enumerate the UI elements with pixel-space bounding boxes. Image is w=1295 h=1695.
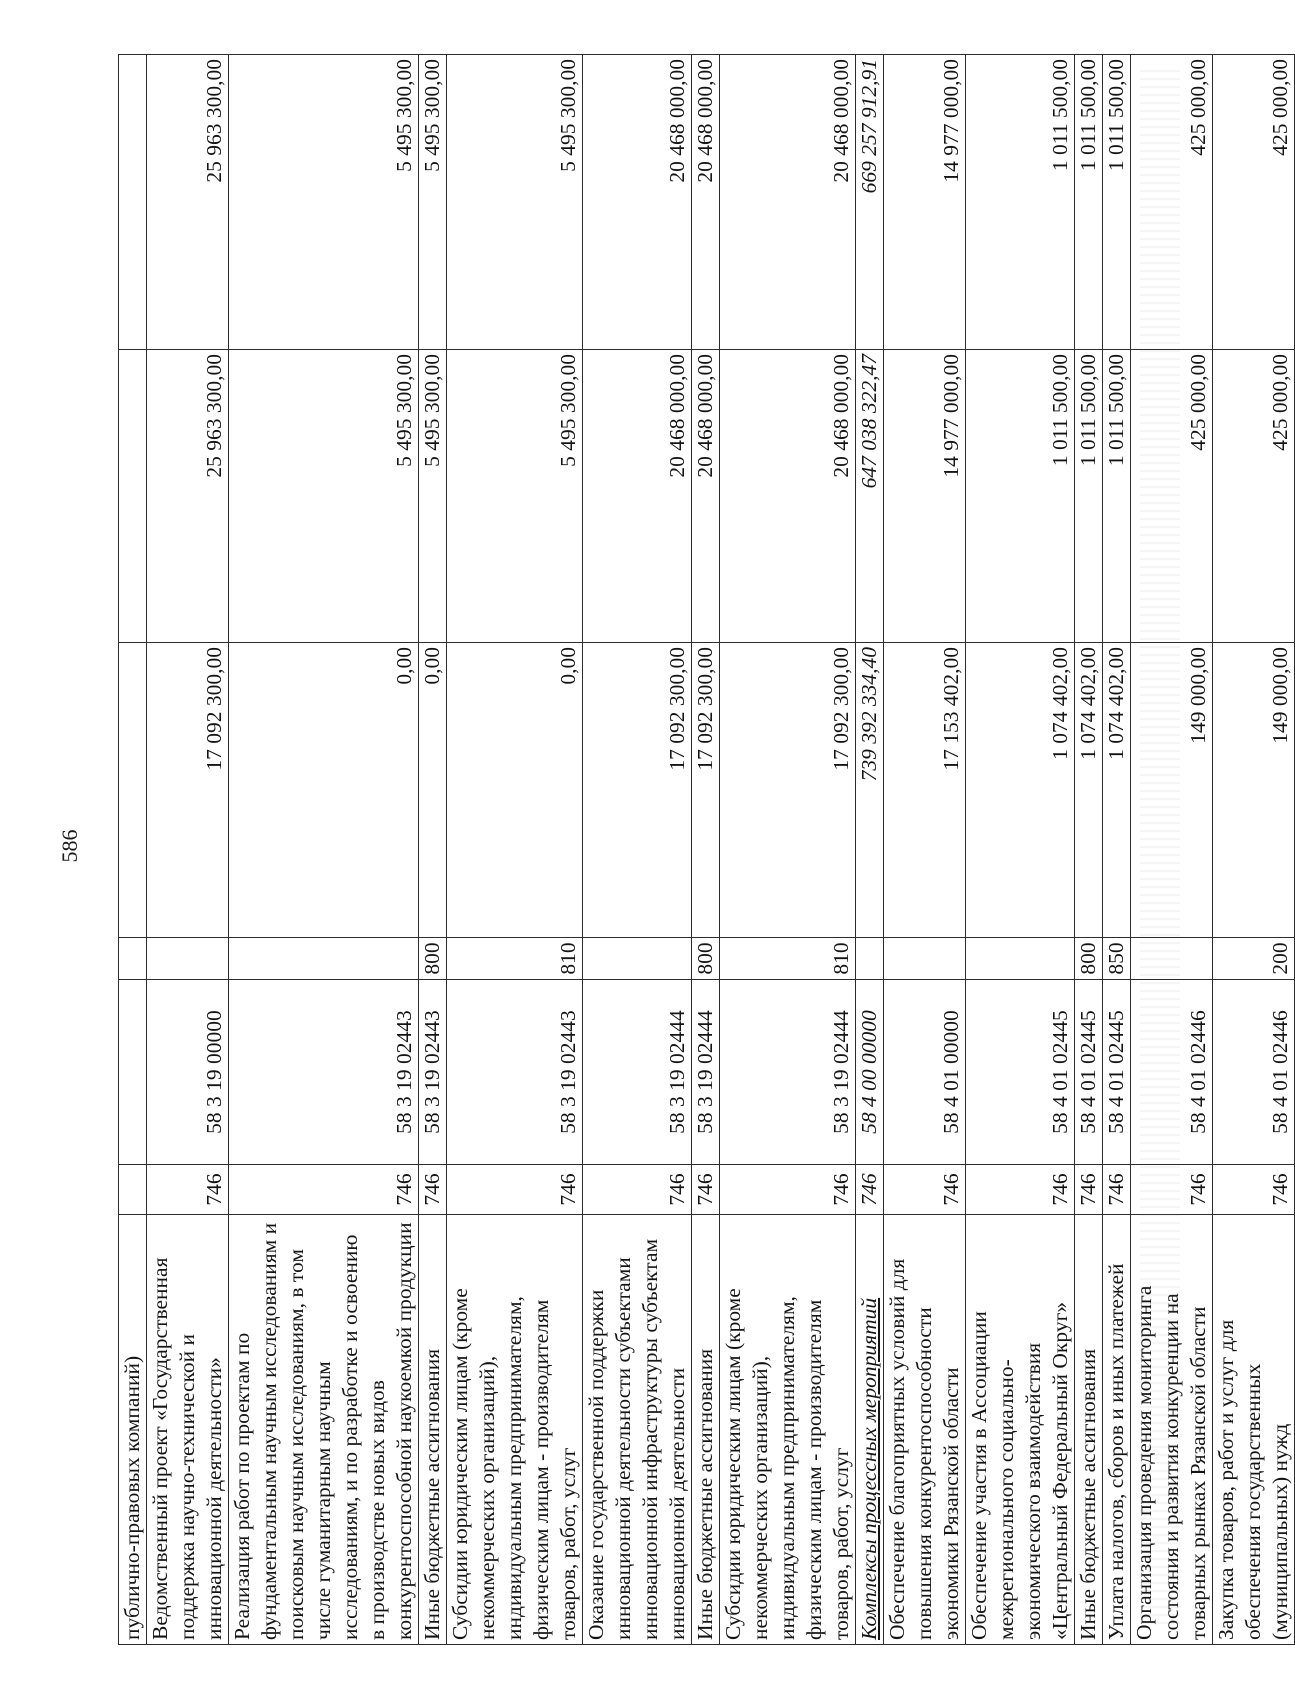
- cell-amount-1: 17 092 300,00: [720, 643, 856, 938]
- cell-ved: 746: [1131, 1165, 1213, 1215]
- table-row: [419, 55, 447, 1645]
- cell-ved: 746: [419, 1165, 447, 1215]
- row-label: Иные бюджетные ассигнования: [1076, 1348, 1100, 1640]
- cell-ved: 746: [720, 1165, 856, 1215]
- cell-amount-3: 25 963 300,00: [147, 55, 229, 350]
- cell-amount-1: 0,00: [419, 643, 447, 938]
- cell-vr: 800: [419, 938, 447, 980]
- cell-amount-2: 425 000,00: [1213, 350, 1295, 643]
- cell-amount-1: [119, 643, 147, 938]
- cell-name: [229, 1215, 419, 1645]
- table-row: [1213, 55, 1295, 1645]
- table-row: [1103, 55, 1131, 1645]
- cell-amount-2: 647 038 322,47: [856, 350, 884, 643]
- cell-ved: 746: [447, 1165, 583, 1215]
- table-row: [966, 55, 1075, 1645]
- cell-name: [1103, 1215, 1131, 1645]
- cell-vr: 200: [1213, 938, 1295, 980]
- cell-name: [884, 1215, 966, 1645]
- row-label: Комплексы процессных мероприятий: [857, 1297, 881, 1640]
- cell-ved: 746: [229, 1165, 419, 1215]
- budget-table: [118, 54, 1295, 1645]
- cell-amount-3: [119, 55, 147, 350]
- cell-amount-1: 1 074 402,00: [966, 643, 1075, 938]
- cell-csr: 58 3 19 02444: [692, 980, 720, 1165]
- cell-amount-2: 20 468 000,00: [692, 350, 720, 643]
- cell-amount-3: 20 468 000,00: [583, 55, 692, 350]
- cell-amount-2: 1 011 500,00: [966, 350, 1075, 643]
- cell-amount-1: 17 153 402,00: [884, 643, 966, 938]
- row-label: Обеспечение участия в Ассоциации межрегионального социально-экономического взаимодействия «Центральный Федеральный Округ»: [967, 1301, 1072, 1640]
- cell-amount-3: 669 257 912,91: [856, 55, 884, 350]
- cell-amount-2: 1 011 500,00: [1075, 350, 1103, 643]
- cell-csr: 58 3 19 02444: [583, 980, 692, 1165]
- table-row: [856, 55, 884, 1645]
- cell-amount-1: 1 074 402,00: [1075, 643, 1103, 938]
- cell-amount-1: 739 392 334,40: [856, 643, 884, 938]
- cell-name: [447, 1215, 583, 1645]
- table-row: [692, 55, 720, 1645]
- table-row: [147, 55, 229, 1645]
- row-label: Оказание государственной поддержки инновационной деятельности субъектами инновационной инфраструктуры субъектам инновационной деятельности: [584, 1238, 689, 1640]
- cell-amount-3: 5 495 300,00: [447, 55, 583, 350]
- cell-name: [583, 1215, 692, 1645]
- cell-amount-3: 1 011 500,00: [1075, 55, 1103, 350]
- cell-vr: [583, 938, 692, 980]
- cell-amount-3: 1 011 500,00: [966, 55, 1075, 350]
- cell-name: [1075, 1215, 1103, 1645]
- table-row: [119, 55, 147, 1645]
- cell-amount-3: 425 000,00: [1213, 55, 1295, 350]
- cell-csr: 58 3 19 02443: [447, 980, 583, 1165]
- cell-amount-1: 149 000,00: [1213, 643, 1295, 938]
- cell-csr: 58 4 01 02445: [1103, 980, 1131, 1165]
- cell-csr: 58 4 00 00000: [856, 980, 884, 1165]
- page-number: 586: [57, 829, 82, 863]
- table-row: [229, 55, 419, 1645]
- row-label: Ведомственный проект «Государственная поддержка научно-технической и инновационной деятельности»: [148, 1257, 226, 1640]
- row-label: Иные бюджетные ассигнования: [693, 1348, 717, 1640]
- cell-amount-3: 425 000,00: [1131, 55, 1213, 350]
- cell-ved: 746: [884, 1165, 966, 1215]
- row-label: Субсидии юридическим лицам (кроме некоммерческих организаций), индивидуальным предпринимателям, физическим лицам - производителям товаров, работ, услуг: [721, 1288, 853, 1640]
- cell-amount-1: 0,00: [229, 643, 419, 938]
- cell-amount-1: 17 092 300,00: [583, 643, 692, 938]
- cell-vr: [147, 938, 229, 980]
- cell-name: [419, 1215, 447, 1645]
- cell-csr: 58 4 01 02445: [1075, 980, 1103, 1165]
- cell-amount-2: 425 000,00: [1131, 350, 1213, 643]
- cell-name: [856, 1215, 884, 1645]
- cell-csr: 58 3 19 02443: [229, 980, 419, 1165]
- cell-amount-1: 17 092 300,00: [147, 643, 229, 938]
- cell-ved: 746: [1075, 1165, 1103, 1215]
- cell-amount-2: 25 963 300,00: [147, 350, 229, 643]
- cell-csr: 58 4 01 02445: [966, 980, 1075, 1165]
- cell-amount-2: 5 495 300,00: [447, 350, 583, 643]
- row-label: публично-правовых компаний): [120, 1355, 144, 1640]
- cell-amount-1: 149 000,00: [1131, 643, 1213, 938]
- cell-csr: 58 4 01 02446: [1131, 980, 1213, 1165]
- cell-name: [147, 1215, 229, 1645]
- cell-ved: 746: [856, 1165, 884, 1215]
- cell-vr: [884, 938, 966, 980]
- cell-name: [119, 1215, 147, 1645]
- row-label: Организация проведения мониторинга состояния и развития конкуренции на товарных рынках Рязанской области: [1132, 1285, 1210, 1640]
- table-row: [447, 55, 583, 1645]
- cell-vr: [856, 938, 884, 980]
- row-label: Обеспечение благоприятных условий для повышения конкурентоспособности экономики Рязанской области: [885, 1258, 963, 1640]
- cell-ved: [119, 1165, 147, 1215]
- row-label: Иные бюджетные ассигнования: [420, 1348, 444, 1640]
- cell-csr: 58 3 19 02443: [419, 980, 447, 1165]
- cell-vr: 850: [1103, 938, 1131, 980]
- cell-csr: 58 3 19 00000: [147, 980, 229, 1165]
- cell-amount-2: 14 977 000,00: [884, 350, 966, 643]
- cell-amount-2: 20 468 000,00: [720, 350, 856, 643]
- cell-vr: 810: [720, 938, 856, 980]
- table-body: [119, 55, 1295, 1645]
- cell-ved: 746: [966, 1165, 1075, 1215]
- cell-ved: 746: [1103, 1165, 1131, 1215]
- cell-amount-1: 1 074 402,00: [1103, 643, 1131, 938]
- row-label: Реализация работ по проектам по фундаментальным научным исследованиям и поисковым научным исследованиям, в том числе гуманитарным научным исследованиям, и по разработке и освоению в производстве новых видов конкурентоспособной наукоемкой продукции: [230, 1222, 416, 1640]
- cell-amount-3: 5 495 300,00: [229, 55, 419, 350]
- cell-vr: [119, 938, 147, 980]
- cell-ved: 746: [583, 1165, 692, 1215]
- cell-amount-3: 5 495 300,00: [419, 55, 447, 350]
- cell-csr: [119, 980, 147, 1165]
- table-row: [884, 55, 966, 1645]
- cell-name: [720, 1215, 856, 1645]
- cell-vr: 800: [692, 938, 720, 980]
- table-row: [1075, 55, 1103, 1645]
- cell-name: [692, 1215, 720, 1645]
- cell-name: [966, 1215, 1075, 1645]
- cell-amount-2: 5 495 300,00: [419, 350, 447, 643]
- cell-amount-1: 17 092 300,00: [692, 643, 720, 938]
- cell-ved: 746: [1213, 1165, 1295, 1215]
- cell-amount-3: 20 468 000,00: [692, 55, 720, 350]
- cell-vr: 800: [1075, 938, 1103, 980]
- cell-csr: 58 4 01 02446: [1213, 980, 1295, 1165]
- cell-amount-3: 14 977 000,00: [884, 55, 966, 350]
- cell-amount-2: 5 495 300,00: [229, 350, 419, 643]
- cell-vr: [229, 938, 419, 980]
- scan-edge-artifact: [1140, 70, 1180, 1630]
- cell-vr: 810: [447, 938, 583, 980]
- table-row: [583, 55, 692, 1645]
- cell-ved: 746: [692, 1165, 720, 1215]
- cell-csr: 58 3 19 02444: [720, 980, 856, 1165]
- cell-vr: [966, 938, 1075, 980]
- cell-amount-2: 20 468 000,00: [583, 350, 692, 643]
- cell-name: [1213, 1215, 1295, 1645]
- row-label: Закупка товаров, работ и услуг для обеспечения государственных (муниципальных) нужд: [1214, 1319, 1292, 1640]
- row-label: Уплата налогов, сборов и иных платежей: [1104, 1263, 1128, 1640]
- cell-csr: 58 4 01 00000: [884, 980, 966, 1165]
- cell-amount-2: [119, 350, 147, 643]
- rotated-table-container: [118, 55, 1292, 1645]
- cell-amount-1: 0,00: [447, 643, 583, 938]
- row-label: Субсидии юридическим лицам (кроме некоммерческих организаций), индивидуальным предпринимателям, физическим лицам - производителям товаров, работ, услуг: [448, 1288, 580, 1640]
- table-row: [720, 55, 856, 1645]
- cell-amount-3: 1 011 500,00: [1103, 55, 1131, 350]
- cell-amount-3: 20 468 000,00: [720, 55, 856, 350]
- cell-ved: 746: [147, 1165, 229, 1215]
- cell-amount-2: 1 011 500,00: [1103, 350, 1131, 643]
